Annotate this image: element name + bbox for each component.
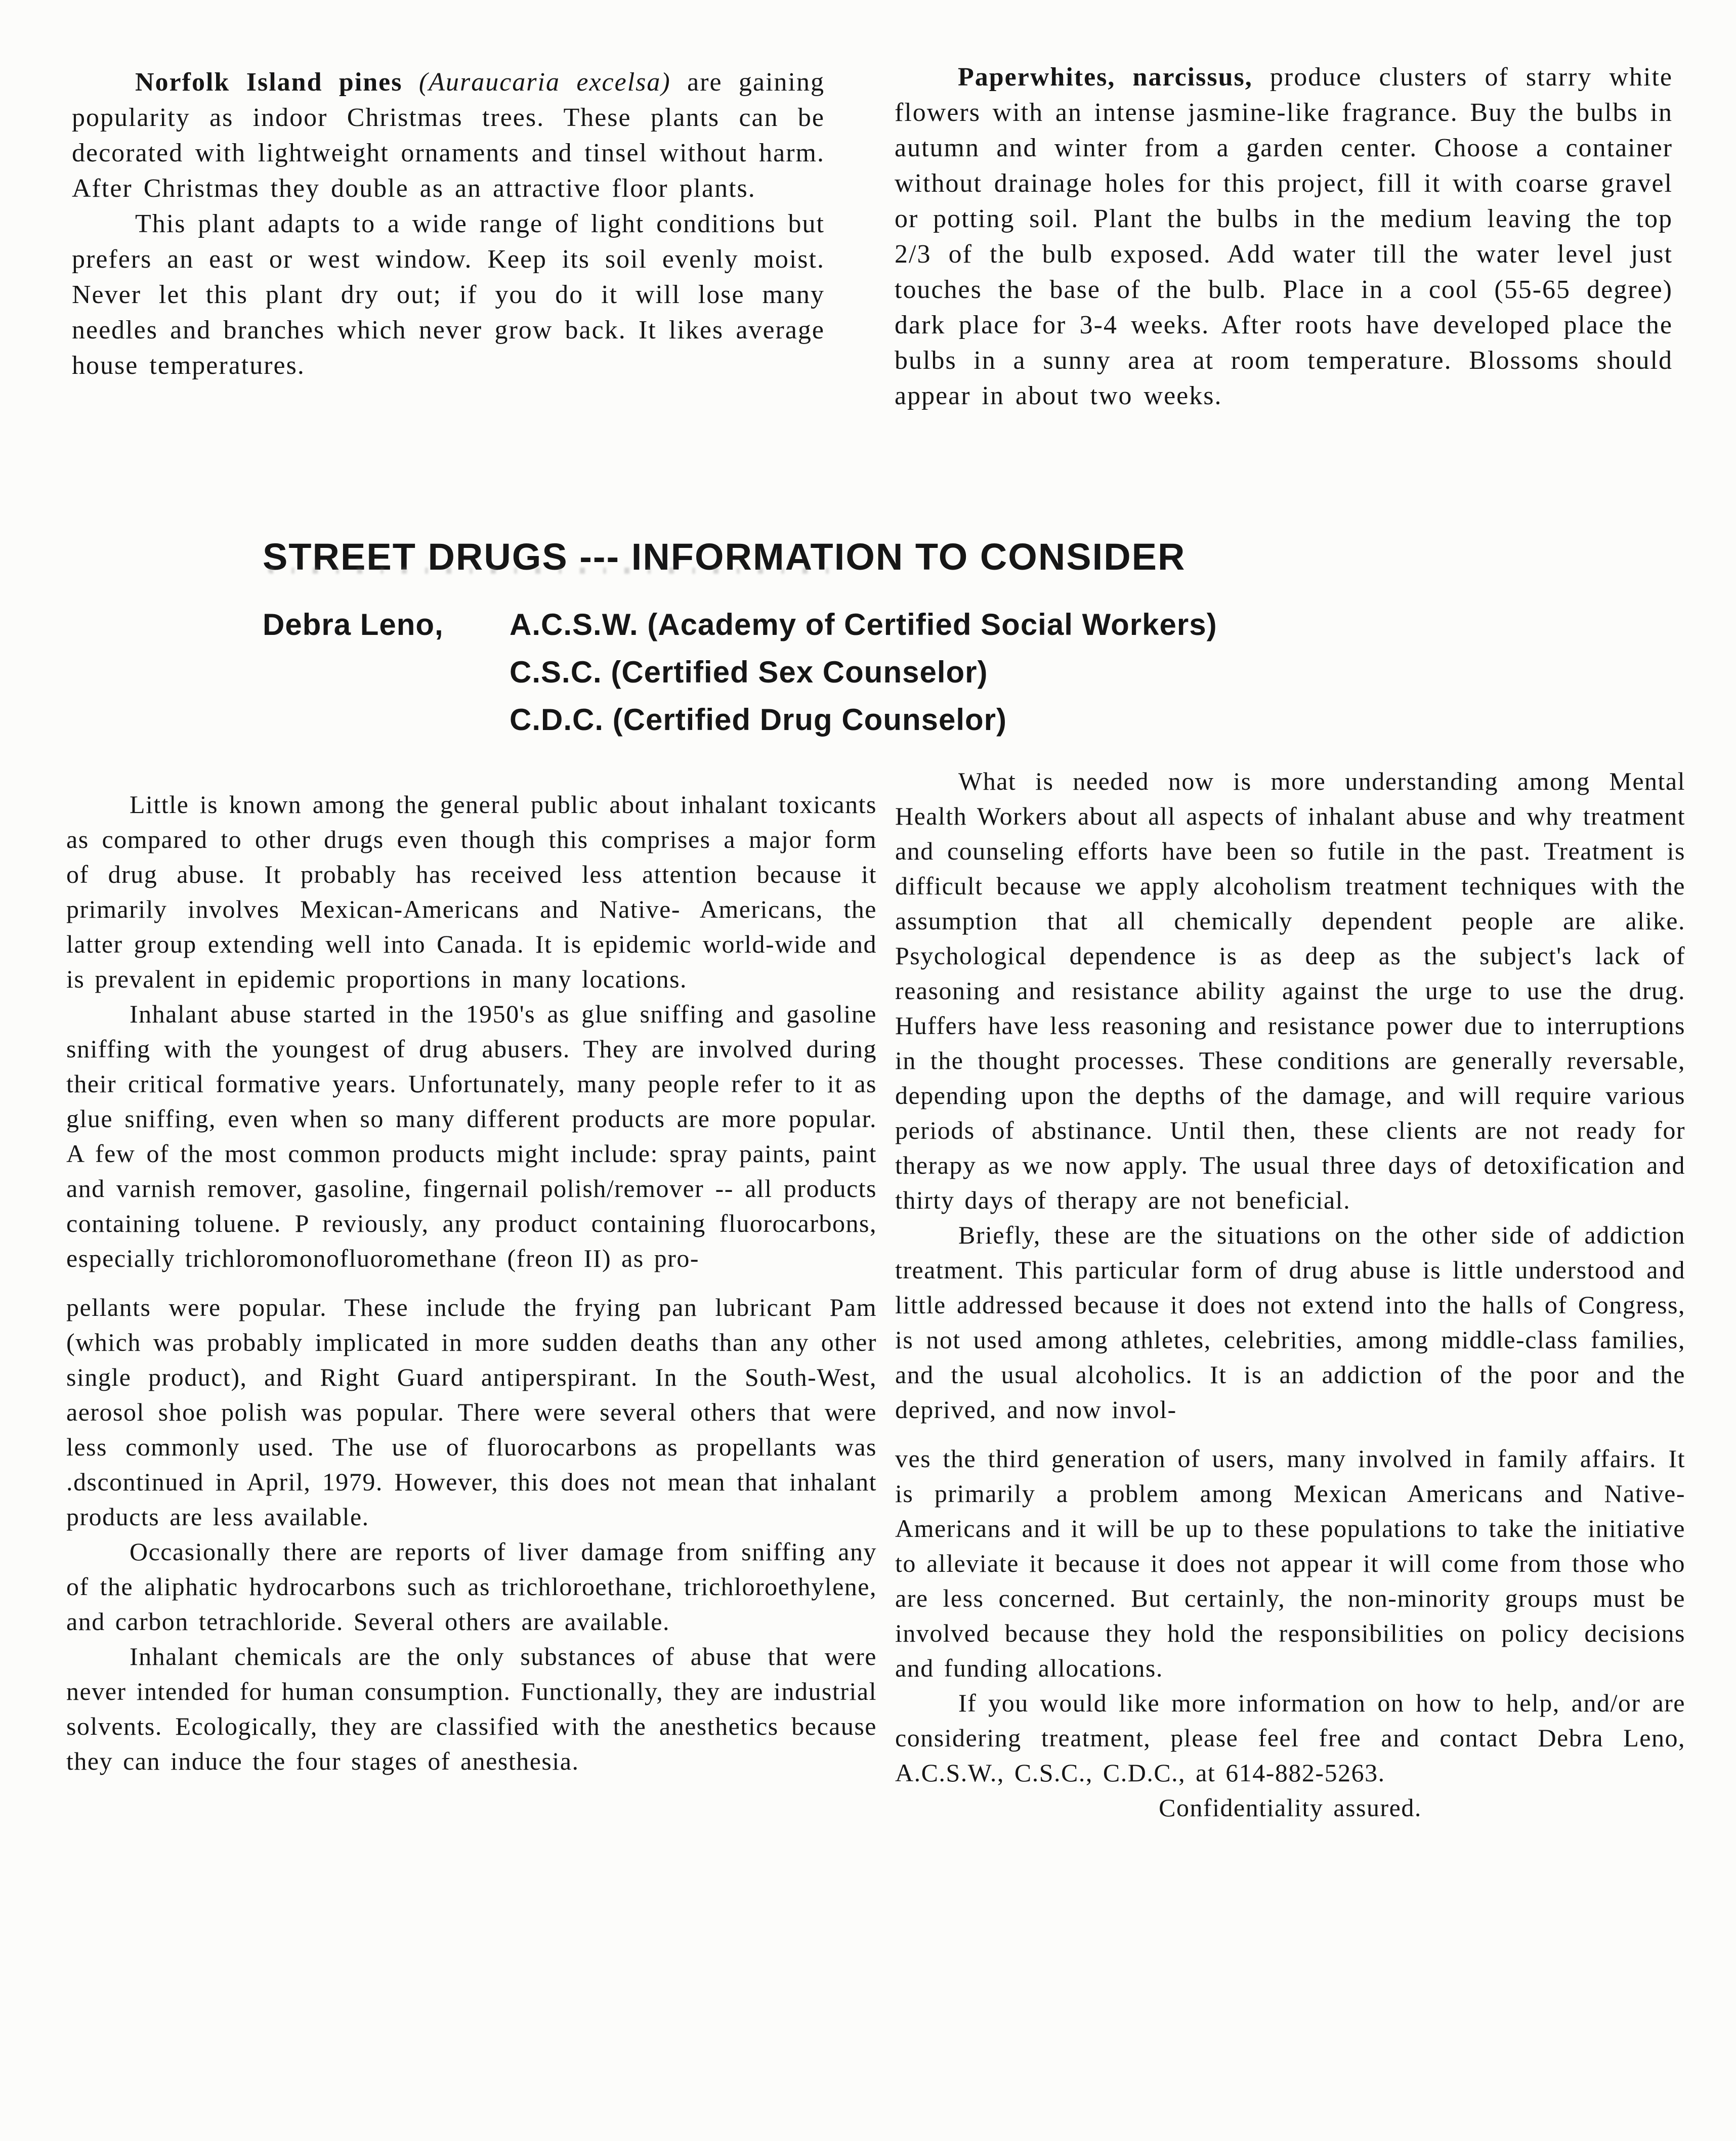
body-paragraph: Inhalant abuse started in the 1950's as glue sniffing and gasoline sniffing with the youngest of drug abusers. They are involved during their critical formative years. Unfortunately, many people refer to it as glue sniffing, even when so many different products are more popular. A few of the most common products might include: spray paints, paint and varnish remover, gasoline, fingernail polish/remover -- all products containing toluene. P reviously, any product containing fluorocarbons, especially trichloromonofluoromethane (freon II) as pro- bbox=[66, 1000, 877, 1272]
paperwhites-lead-in: Paperwhites, narcissus, bbox=[958, 63, 1253, 92]
scan-artifact bbox=[268, 568, 835, 574]
pines-paragraph-1 bbox=[72, 65, 825, 206]
pines-paragraph-2: This plant adapts to a wide range of light conditions but prefers an east or west window. Keep its soil evenly moist. Never let this plant dry out; if you do it will lose many needles and branches which never grow back. It likes average house temperatures. bbox=[72, 209, 825, 380]
pines-lead-in: Norfolk Island pines bbox=[135, 68, 419, 97]
closing-line: Confidentiality assured. bbox=[1159, 1793, 1422, 1822]
byline bbox=[263, 601, 1217, 744]
paperwhites-paragraph bbox=[895, 60, 1673, 414]
body-paragraph-continuation: pellants were popular. These include the frying pan lubricant Pam (which was probably implicated in more sudden deaths than any other single product), and Right Guard antiperspirant. In the South-West, aerosol shoe polish was popular. There were several others that were less commonly used. The use of fluorocarbons as propellants was .dscontinued in April, 1979. However, this does not mean that inhalant products are less available. bbox=[66, 1293, 877, 1531]
article-title: STREET DRUGS --- INFORMATION TO CONSIDER bbox=[263, 535, 1186, 578]
author-credential: C.S.C. (Certified Sex Counselor) bbox=[510, 655, 988, 689]
article-body-left-column bbox=[66, 787, 877, 1779]
paperwhites-article-column bbox=[895, 60, 1673, 414]
body-paragraph: If you would like more information on how to help, and/or are considering treatment, please feel free and contact Debra Leno, A.C.S.W., C.S.C., C.D.C., at 614-882-5263. bbox=[895, 1689, 1685, 1787]
body-paragraph-continuation: ves the third generation of users, many involved in family affairs. It is primarily a problem among Mexican Americans and Native-Americans and it will be up to these populations to take the initiative to alleviate it because it does not appear it will come from those who are less concerned. But certainly, the non-minority groups must be involved because they hold the responsibilities on policy decisions and funding allocations. bbox=[895, 1444, 1685, 1682]
paperwhites-paragraph-text: produce clusters of starry white flowers with an intense jasmine-like fragrance. Buy the bulbs in autumn and winter from a garden center. Choose a container without drainage holes for this project, fill it with coarse gravel or potting soil. Plant the bulbs in the medium leaving the top 2/3 of the bulb exposed. Add water till the water level just touches the base of the bulb. Place in a cool (55-65 degree) dark place for 3-4 weeks. After roots have developed place the bulbs in a sunny area at room temperature. Blossoms should appear in about two weeks. bbox=[895, 63, 1673, 410]
author-name: Debra Leno, bbox=[263, 608, 444, 641]
pines-paragraph-1-text: are gaining popularity as indoor Christmas trees. These plants can be decorated with lightweight ornaments and tinsel without harm. After Christmas they double as an attractive floor plants. bbox=[72, 68, 825, 203]
pines-article-column bbox=[72, 65, 825, 383]
body-paragraph: Occasionally there are reports of liver damage from sniffing any of the aliphatic hydrocarbons such as trichloroethane, trichloroethylene, and carbon tetrachloride. Several others are available. bbox=[66, 1537, 877, 1636]
body-paragraph: Inhalant chemicals are the only substances of abuse that were never intended for human consumption. Functionally, they are industrial solvents. Ecologically, they are classified with the anesthetics because they can induce the four stages of anesthesia. bbox=[66, 1642, 877, 1775]
body-paragraph: Briefly, these are the situations on the other side of addiction treatment. This particular form of drug abuse is little understood and little addressed because it does not extend into the halls of Congress, is not used among athletes, celebrities, among middle-class families, and the usual alcoholics. It is an addiction of the poor and the deprived, and now invol- bbox=[895, 1221, 1685, 1424]
body-paragraph: Little is known among the general public about inhalant toxicants as compared to other drugs even though this comprises a major form of drug abuse. It probably has received less attention because it primarily involves Mexican-Americans and Native- Americans, the latter group extending well into Canada. It is epidemic world-wide and is prevalent in epidemic proportions in many locations. bbox=[66, 790, 877, 993]
author-credential: C.D.C. (Certified Drug Counselor) bbox=[510, 703, 1007, 737]
article-body-right-column bbox=[895, 764, 1685, 1825]
pines-species-name: (Auraucaria excelsa) bbox=[418, 68, 671, 97]
author-credentials bbox=[510, 601, 1217, 744]
author-credential: A.C.S.W. (Academy of Certified Social Workers) bbox=[510, 608, 1217, 641]
body-paragraph: What is needed now is more understanding among Mental Health Workers about all aspects of inhalant abuse and why treatment and counseling efforts have been so futile in the past. Treatment is difficult because we apply alcoholism treatment techniques with the assumption that all chemically dependent people are alike. Psychological dependence is as deep as the subject's lack of reasoning and resistance ability against the urge to use the drug. Huffers have less reasoning and resistance power due to interruptions in the thought processes. These conditions are generally reversable, depending upon the depths of the damage, and will require various periods of abstinance. Until then, these clients are not ready for therapy as we now apply. The usual three days of detoxification and thirty days of therapy are not beneficial. bbox=[895, 767, 1685, 1214]
